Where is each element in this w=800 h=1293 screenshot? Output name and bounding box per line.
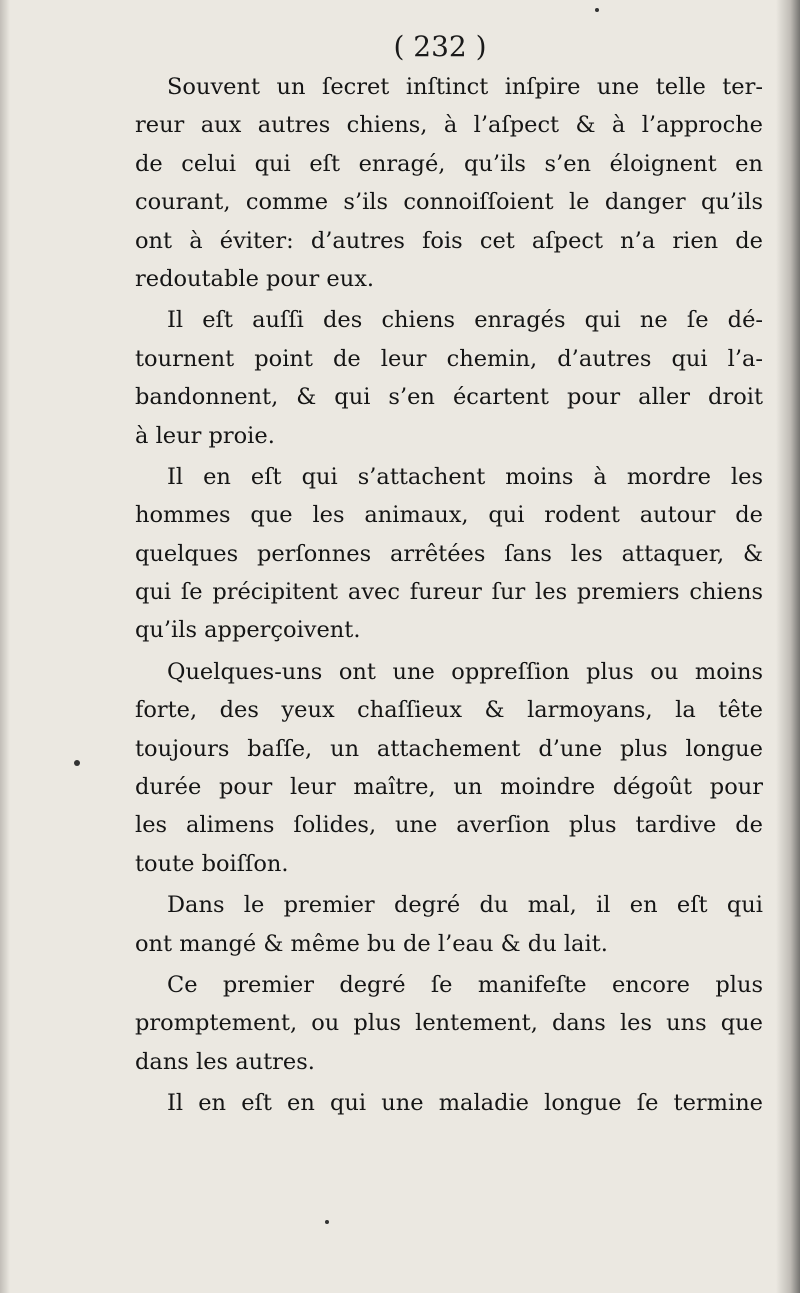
text-line: à leur proie. — [135, 422, 275, 449]
paragraph — [135, 966, 763, 1081]
paragraph — [135, 886, 763, 963]
text-line: Il en eſt en qui une maladie longue ſe termine — [167, 1090, 763, 1117]
text-line: qui ſe précipitent avec fureur ſur les premiers chiens — [135, 579, 763, 606]
page-left-shadow — [0, 0, 10, 1293]
text-line: ont mangé & même bu de l’eau & du lait. — [135, 930, 608, 957]
text-line: Il en eſt qui s’attachent moins à mordre les — [167, 463, 763, 490]
text-line: Dans le premier degré du mal, il en eſt qui — [167, 892, 763, 919]
text-line: durée pour leur maître, un moindre dégoût pour — [135, 774, 763, 801]
text-line: tournent point de leur chemin, d’autres qui l’a- — [135, 345, 763, 372]
text-line: courant, comme s’ils connoiſſoient le danger qu’ils — [135, 189, 763, 216]
paragraph — [135, 68, 763, 298]
text-line: de celui qui eſt enragé, qu’ils s’en éloignent en — [135, 150, 763, 177]
text-line: dans les autres. — [135, 1048, 315, 1075]
page-right-shadow — [776, 0, 800, 1293]
text-line: ont à éviter: d’autres fois cet aſpect n’a rien de — [135, 227, 763, 254]
text-line: bandonnent, & qui s’en écartent pour aller droit — [135, 384, 763, 411]
text-line: reur aux autres chiens, à l’aſpect & à l’approche — [135, 112, 763, 139]
text-line: Quelques-uns ont une oppreſſion plus ou moins — [167, 658, 763, 685]
text-line: promptement, ou plus lentement, dans les uns que — [135, 1010, 763, 1037]
text-line: toute boiſſon. — [135, 850, 289, 877]
body-text — [135, 68, 763, 1126]
text-line: Il eſt auſſi des chiens enragés qui ne ſe dé- — [167, 307, 763, 334]
text-line: hommes que les animaux, qui rodent autour de — [135, 502, 763, 529]
page-number: ( 232 ) — [393, 30, 487, 63]
ink-speck — [595, 8, 599, 12]
paragraph — [135, 1084, 763, 1122]
paragraph — [135, 301, 763, 455]
text-line: qu’ils apperçoivent. — [135, 617, 361, 644]
paragraph — [135, 458, 763, 650]
text-line: Ce premier degré ſe manifeſte encore plus — [167, 971, 763, 998]
text-line: redoutable pour eux. — [135, 265, 375, 292]
text-line: Souvent un ſecret inſtinct inſpire une telle ter- — [167, 74, 763, 100]
ink-speck — [74, 760, 80, 766]
text-line: toujours baſſe, un attachement d’une plus longue — [135, 735, 763, 762]
text-line: les alimens ſolides, une averſion plus tardive de — [135, 812, 763, 839]
paragraph — [135, 653, 763, 883]
text-line: forte, des yeux chaſſieux & larmoyans, la tête — [135, 697, 763, 724]
ink-speck — [325, 1220, 329, 1224]
text-line: quelques perſonnes arrêtées ſans les attaquer, & — [135, 540, 763, 567]
